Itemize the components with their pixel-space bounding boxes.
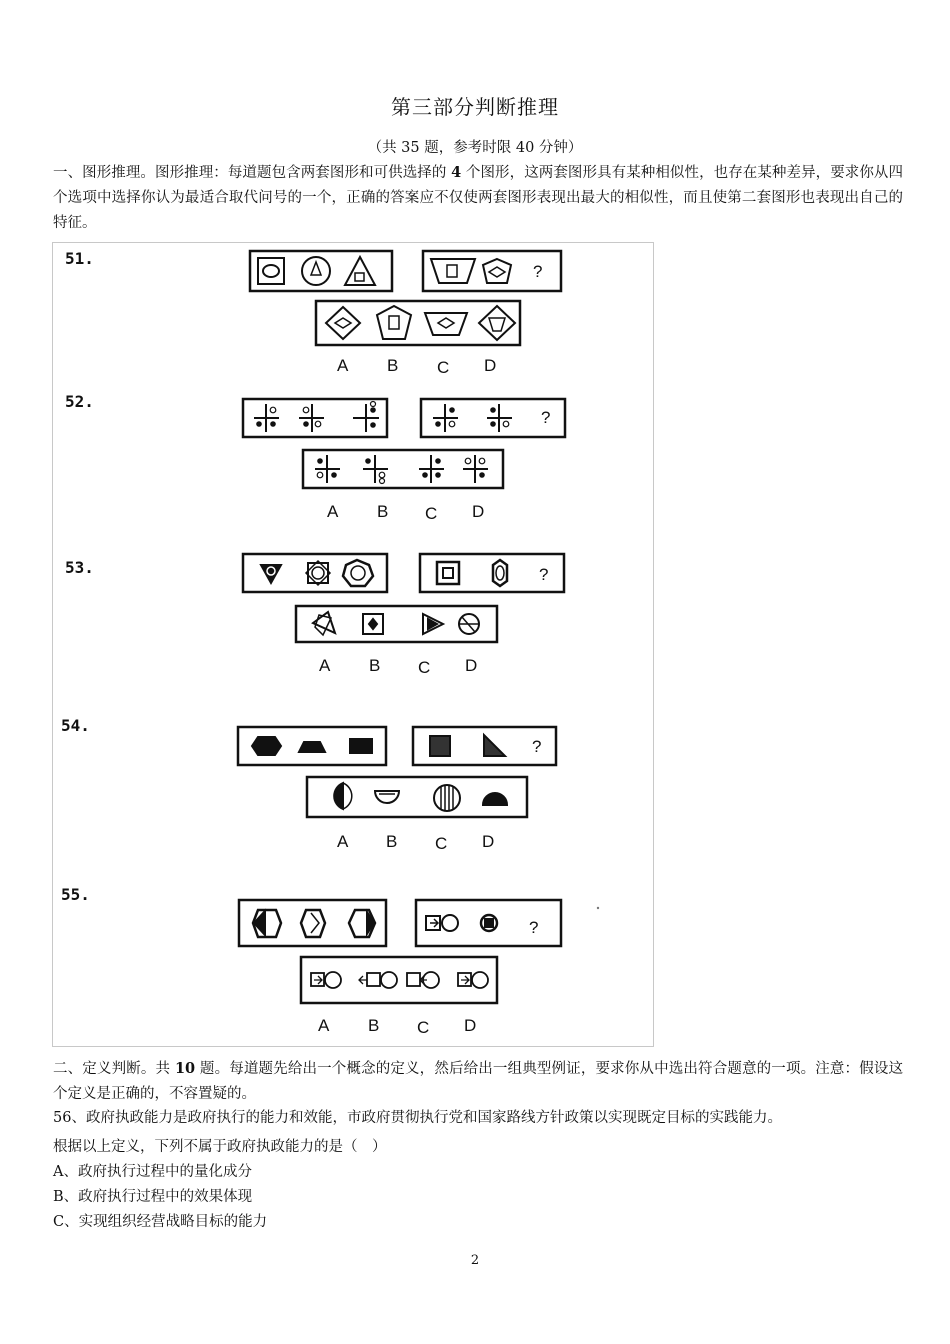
question-number-53: 53. xyxy=(65,558,94,577)
question-number-55: 55. xyxy=(61,885,90,904)
svg-text:C: C xyxy=(417,1018,430,1037)
question-number-52: 52. xyxy=(65,392,94,411)
svg-text:?: ? xyxy=(533,262,543,281)
svg-text:?: ? xyxy=(541,408,551,427)
svg-text:A: A xyxy=(337,356,349,375)
question-56-option-c: C、实现组织经营战略目标的能力 xyxy=(53,1214,268,1230)
svg-text:A: A xyxy=(319,656,331,675)
svg-text:A: A xyxy=(337,832,349,851)
question-number-54: 54. xyxy=(61,716,90,735)
svg-text:C: C xyxy=(437,358,450,377)
svg-text:?: ? xyxy=(539,565,549,584)
question-56-option-b: B、政府执行过程中的效果体现 xyxy=(53,1189,253,1205)
question-56-prompt: 根据以上定义，下列不属于政府执政能力的是（ ） xyxy=(53,1139,387,1155)
svg-text:?: ? xyxy=(532,737,542,756)
svg-text:B: B xyxy=(369,656,381,675)
q51-options-box xyxy=(316,301,520,345)
question-56-stem: 56、政府执政能力是政府执行的能力和效能，市政府贯彻执行党和国家路线方针政策以实现既定目标的实践能力。 xyxy=(53,1110,782,1126)
page-subtitle: （共 35 题，参考时限 40 分钟） xyxy=(367,140,583,156)
svg-text:C: C xyxy=(435,834,448,853)
svg-text:D: D xyxy=(464,1016,477,1035)
svg-text:A: A xyxy=(318,1016,330,1035)
svg-text:B: B xyxy=(368,1016,380,1035)
svg-text:A: A xyxy=(327,502,339,521)
svg-text:?: ? xyxy=(529,918,539,937)
svg-text:D: D xyxy=(465,656,478,675)
svg-text:B: B xyxy=(386,832,398,851)
svg-text:C: C xyxy=(425,504,438,523)
section1-instructions: 一、图形推理。图形推理：每道题包含两套图形和可供选择的 4 个图形，这两套图形具有某种相似性，也存在某种差异，要求你从四个选项中选择你认为最适合取代问号的一个，正确的答案应不仅使两套图形表现出最大的相似性，而且使第二套图形也表现出自己的特征。 xyxy=(53,164,904,231)
question-number-51: 51. xyxy=(65,249,94,268)
svg-text:D: D xyxy=(482,832,495,851)
figure-reasoning-questions xyxy=(52,242,654,1047)
svg-text:B: B xyxy=(387,356,399,375)
svg-text:D: D xyxy=(472,502,485,521)
svg-text:B: B xyxy=(377,502,389,521)
page-title: 第三部分判断推理 xyxy=(391,95,559,119)
svg-text:D: D xyxy=(484,356,497,375)
question-56-option-a: A、政府执行过程中的量化成分 xyxy=(53,1164,252,1180)
page-number: 2 xyxy=(470,1253,480,1268)
svg-text:C: C xyxy=(418,658,431,677)
section2-instructions: 二、定义判断。共 10 题。每道题先给出一个概念的定义，然后给出一组典型例证，要求你从中选出符合题意的一项。注意：假设这个定义是正确的，不容置疑的。 xyxy=(53,1060,903,1102)
